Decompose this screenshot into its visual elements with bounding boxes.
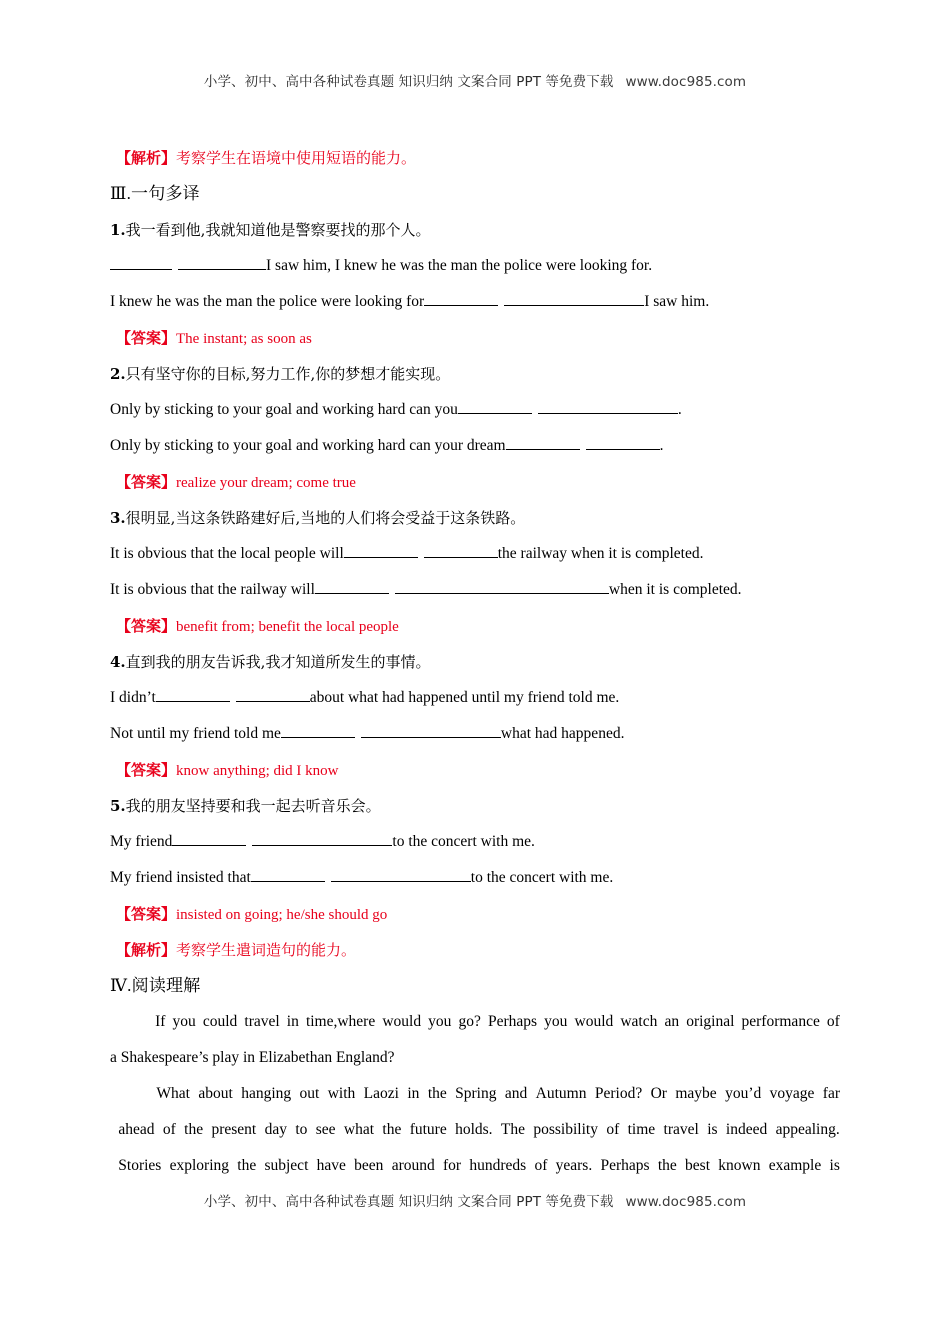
answer-tag: 【答案】 [116, 473, 177, 491]
answer-tag: 【答案】 [116, 329, 177, 347]
reading-passage-paragraph-1 [110, 1004, 840, 1076]
blank-field[interactable] [156, 687, 230, 702]
passage-line [110, 1112, 840, 1148]
answer-row-4 [110, 752, 840, 788]
passage-word: original [686, 1013, 735, 1030]
passage-line [110, 1148, 840, 1184]
question-2-line-b [110, 428, 840, 464]
q3a-pre: It is obvious that the local people will [110, 545, 344, 562]
question-2-number: 2. [110, 365, 126, 383]
question-3-line-b [110, 572, 840, 608]
q4b-pre: Not until my friend told me [110, 725, 281, 742]
passage-word: time,where [305, 1013, 376, 1030]
passage-word: Laozi [363, 1085, 399, 1102]
answer-row-2 [110, 464, 840, 500]
passage-word: been [354, 1157, 384, 1174]
q1b-pre: I knew he was the man the police were looking for [110, 293, 425, 310]
q3b-post: when it is completed. [608, 581, 742, 598]
question-2-chinese [110, 356, 840, 392]
answer-tag: 【答案】 [116, 905, 177, 923]
passage-word: of [606, 1121, 620, 1138]
passage-word: you [544, 1013, 568, 1030]
analysis-tag: 【解析】 [116, 149, 177, 167]
passage-word: Perhaps [600, 1157, 650, 1174]
passage-word: you [428, 1013, 452, 1030]
passage-word: for [443, 1157, 462, 1174]
passage-word: If [155, 1013, 166, 1030]
q4a-pre: I didn’t [110, 689, 156, 706]
blank-field[interactable] [110, 255, 172, 270]
passage-word: the [427, 1085, 447, 1102]
analysis-row-bottom [110, 932, 840, 968]
q2a-pre: Only by sticking to your goal and working hard can you [110, 401, 458, 418]
watermark-url: www.doc985.com [625, 1194, 747, 1210]
passage-word: Spring [455, 1085, 497, 1102]
question-5-line-a [110, 824, 840, 860]
question-5-number: 5. [110, 797, 126, 815]
passage-word: what [343, 1121, 375, 1138]
passage-word: performance [741, 1013, 820, 1030]
blank-field[interactable] [315, 579, 389, 594]
passage-line [110, 1004, 840, 1040]
passage-word: The [500, 1121, 525, 1138]
question-4-line-b [110, 716, 840, 752]
header-watermark [0, 70, 950, 90]
blank-field[interactable] [251, 867, 325, 882]
blank-field[interactable] [252, 831, 392, 846]
passage-word: subject [264, 1157, 309, 1174]
passage-word: Period? [594, 1085, 643, 1102]
passage-word: is [829, 1157, 840, 1174]
passage-word: to [295, 1121, 308, 1138]
passage-word: in [286, 1013, 299, 1030]
q1b-post: I saw him. [644, 293, 710, 310]
passage-word: Autumn [535, 1085, 587, 1102]
passage-word: What [156, 1085, 190, 1102]
q4a-post: about what had happened until my friend told me. [309, 689, 620, 706]
blank-field[interactable] [424, 543, 498, 558]
q5b-pre: My friend insisted that [110, 869, 251, 886]
passage-word: voyage [769, 1085, 815, 1102]
passage-word: the [382, 1121, 402, 1138]
passage-word: hundreds [469, 1157, 527, 1174]
answer-row-5 [110, 896, 840, 932]
passage-word: ahead [118, 1121, 155, 1138]
answer-text: know anything; did I know [176, 763, 339, 779]
passage-word: around [391, 1157, 435, 1174]
question-1-chinese-text: 我一看到他,我就知道他是警察要找的那个人。 [125, 221, 431, 239]
question-1-number: 1. [110, 221, 126, 239]
question-3-number: 3. [110, 509, 126, 527]
paragraph-indent [110, 1004, 148, 1040]
question-3-line-a [110, 536, 840, 572]
q3b-pre: It is obvious that the railway will [110, 581, 315, 598]
passage-word: have [316, 1157, 346, 1174]
question-2-line-a [110, 392, 840, 428]
section-heading-4: Ⅳ.阅读理解 [110, 976, 201, 995]
blank-field[interactable] [504, 291, 644, 306]
blank-field[interactable] [236, 687, 310, 702]
passage-word: would [574, 1013, 614, 1030]
passage-word: see [315, 1121, 336, 1138]
question-1-line-b [110, 284, 840, 320]
passage-word: time [627, 1121, 656, 1138]
passage-word: present [211, 1121, 257, 1138]
blank-field[interactable] [361, 723, 501, 738]
reading-passage-paragraph-2 [110, 1076, 840, 1184]
passage-word: travel [244, 1013, 280, 1030]
answer-text: insisted on going; he/she should go [176, 907, 388, 923]
q2b-post: . [659, 437, 664, 454]
passage-word: Or [650, 1085, 667, 1102]
blank-field[interactable] [172, 831, 246, 846]
blank-field[interactable] [586, 435, 660, 450]
passage-word: watch [620, 1013, 658, 1030]
passage-word: of [162, 1121, 176, 1138]
footer-watermark [0, 1190, 950, 1210]
passage-line [110, 1076, 840, 1112]
question-1-chinese [110, 212, 840, 248]
paragraph-indent [110, 1076, 148, 1112]
analysis-text: 考察学生在语境中使用短语的能力。 [176, 149, 417, 167]
passage-word: about [198, 1085, 233, 1102]
passage-word: known [718, 1157, 761, 1174]
question-4-chinese [110, 644, 840, 680]
q2a-post: . [677, 401, 682, 418]
passage-word: an [664, 1013, 680, 1030]
passage-word: possibility [533, 1121, 598, 1138]
passage-word: day [264, 1121, 287, 1138]
passage-word: years. [555, 1157, 593, 1174]
blank-field[interactable] [538, 399, 678, 414]
passage-word: the [657, 1157, 677, 1174]
passage-word: of [826, 1013, 840, 1030]
blank-field[interactable] [458, 399, 532, 414]
blank-field[interactable] [344, 543, 418, 558]
passage-word: travel [663, 1121, 699, 1138]
q1a-post: I saw him, I knew he was the man the police were looking for. [266, 257, 653, 274]
watermark-text: 小学、初中、高中各种试卷真题 知识归纳 文案合同 PPT 等免费下载 [203, 74, 614, 90]
blank-field[interactable] [281, 723, 355, 738]
passage-word: maybe [675, 1085, 717, 1102]
passage-word: holds. [455, 1121, 493, 1138]
q4b-post: what had happened. [500, 725, 625, 742]
answer-row-3 [110, 608, 840, 644]
question-4-number: 4. [110, 653, 126, 671]
passage-word: go? [458, 1013, 481, 1030]
passage-word: with [327, 1085, 356, 1102]
passage-word: could [202, 1013, 238, 1030]
question-5-chinese-text: 我的朋友坚持要和我一起去听音乐会。 [125, 797, 381, 815]
analysis-row-top [110, 140, 840, 176]
passage-line [110, 1040, 840, 1076]
passage-word: indeed [725, 1121, 768, 1138]
section-heading-3: Ⅲ.一句多译 [110, 184, 200, 203]
passage-word: best [685, 1157, 710, 1174]
question-3-chinese [110, 500, 840, 536]
passage-word: you [172, 1013, 196, 1030]
q3a-post: the railway when it is completed. [497, 545, 704, 562]
q5a-post: to the concert with me. [392, 833, 535, 850]
passage-word: appealing. [775, 1121, 840, 1138]
passage-line-text: a Shakespeare’s play in Elizabethan England? [110, 1049, 395, 1066]
question-4-chinese-text: 直到我的朋友告诉我,我才知道所发生的事情。 [125, 653, 431, 671]
passage-word: in [407, 1085, 420, 1102]
passage-word: of [534, 1157, 548, 1174]
watermark-text: 小学、初中、高中各种试卷真题 知识归纳 文案合同 PPT 等免费下载 [203, 1194, 614, 1210]
question-1-line-a [110, 248, 840, 284]
watermark-url: www.doc985.com [625, 74, 747, 90]
passage-word: exploring [169, 1157, 229, 1174]
question-5-chinese [110, 788, 840, 824]
answer-text: realize your dream; come true [176, 475, 356, 491]
blank-field[interactable] [395, 579, 609, 594]
passage-word: the [184, 1121, 204, 1138]
q5b-post: to the concert with me. [470, 869, 614, 886]
passage-word: hanging [241, 1085, 292, 1102]
answer-tag: 【答案】 [116, 617, 177, 635]
blank-field[interactable] [178, 255, 266, 270]
answer-tag: 【答案】 [116, 761, 177, 779]
question-3-chinese-text: 很明显,当这条铁路建好后,当地的人们将会受益于这条铁路。 [125, 509, 526, 527]
answer-row-1 [110, 320, 840, 356]
blank-field[interactable] [331, 867, 471, 882]
passage-word: example [768, 1157, 822, 1174]
answer-text: The instant; as soon as [176, 331, 312, 347]
answer-text: benefit from; benefit the local people [176, 619, 399, 635]
question-4-line-a [110, 680, 840, 716]
passage-word: future [409, 1121, 447, 1138]
passage-word: you’d [725, 1085, 762, 1102]
passage-word: out [299, 1085, 320, 1102]
blank-field[interactable] [506, 435, 580, 450]
passage-word: far [822, 1085, 840, 1102]
passage-word: is [707, 1121, 718, 1138]
analysis-text: 考察学生遣词造句的能力。 [176, 941, 357, 959]
question-2-chinese-text: 只有坚守你的目标,努力工作,你的梦想才能实现。 [125, 365, 451, 383]
q2b-pre: Only by sticking to your goal and working hard can your dream [110, 437, 506, 454]
blank-field[interactable] [424, 291, 498, 306]
passage-word: Perhaps [488, 1013, 538, 1030]
document-content [110, 140, 840, 1184]
passage-word: and [504, 1085, 528, 1102]
passage-word: the [237, 1157, 257, 1174]
analysis-tag: 【解析】 [116, 941, 177, 959]
question-5-line-b [110, 860, 840, 896]
passage-word: Stories [118, 1157, 162, 1174]
passage-word: would [382, 1013, 422, 1030]
q5a-pre: My friend [110, 833, 173, 850]
